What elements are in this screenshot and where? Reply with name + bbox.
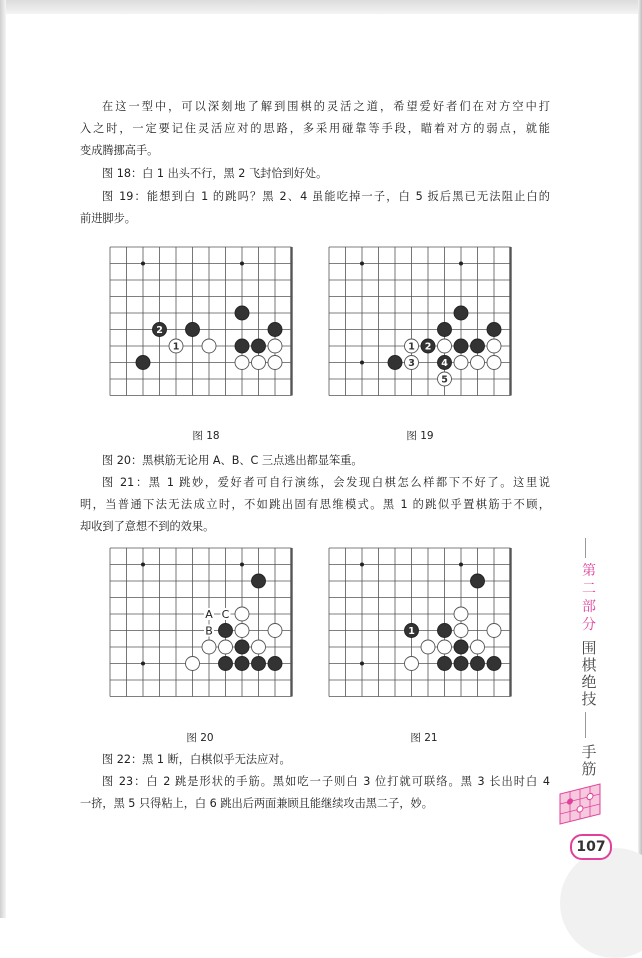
black-stone (219, 657, 233, 671)
sidebar-char: 技 (581, 690, 597, 708)
star-point (240, 262, 244, 266)
black-stone (268, 657, 282, 671)
text-line: 图 23：白 2 跳是形状的手筋。黑如吃一子则白 3 位打就可联络。黑 3 长出时白 4 (102, 775, 550, 788)
sidebar-divider-top (585, 538, 586, 558)
white-stone (252, 356, 266, 370)
figure-20-caption: 图 20 (186, 732, 214, 744)
white-stone (268, 339, 282, 353)
white-stone (235, 356, 249, 370)
black-stone (438, 657, 452, 671)
figure-21-caption: 图 21 (410, 732, 438, 744)
text-line: 变成腾挪高手。 (80, 144, 159, 157)
go-board-figure-19 (328, 246, 512, 397)
white-stone (202, 339, 216, 353)
sidebar-divider-middle (585, 712, 586, 738)
stone-number: 5 (441, 374, 448, 386)
white-stone (235, 624, 249, 638)
star-point (141, 262, 145, 266)
black-stone (186, 323, 200, 337)
point-label: C (221, 608, 230, 621)
sidebar-char: 部 (582, 599, 596, 615)
white-stone (454, 607, 468, 621)
text-line: 一挤，黑 5 只得粘上，白 6 跳出后两面兼顾且能继续攻击黑二子，妙。 (80, 797, 433, 810)
white-stone (252, 640, 266, 654)
stone-number: 2 (424, 341, 432, 353)
white-stone (487, 339, 501, 353)
sidebar-char: 二 (582, 581, 596, 597)
white-stone (186, 657, 200, 671)
black-stone (136, 356, 150, 370)
black-stone (252, 339, 266, 353)
page-edge-top (0, 0, 642, 14)
sidebar-part-label (578, 562, 600, 634)
black-stone (454, 640, 468, 654)
black-stone (252, 574, 266, 588)
sidebar-char: 棋 (581, 656, 597, 674)
black-stone (454, 306, 468, 320)
board-svg (109, 246, 293, 397)
page-number: 107 (570, 834, 612, 860)
paragraph-fig19 (80, 186, 550, 230)
white-stone (454, 624, 468, 638)
white-stone (421, 640, 435, 654)
sidebar-book-title (578, 640, 600, 708)
text-line: 图 20：黑棋筋无论用 A、B、C 三点逃出都显笨重。 (102, 454, 363, 467)
white-stone (454, 356, 468, 370)
white-stone (487, 356, 501, 370)
star-point (240, 563, 244, 567)
black-stone (235, 657, 249, 671)
text-line: 图 21：黑 1 跳妙，爱好者可自行演练，会发现白棋怎么样都下不好了。这里说 (102, 476, 550, 489)
point-label: A (205, 608, 213, 621)
black-stone (471, 339, 485, 353)
go-board-figure-21 (328, 547, 512, 698)
white-stone (202, 640, 216, 654)
white-stone (487, 624, 501, 638)
go-board-icon (552, 780, 612, 828)
black-stone (235, 306, 249, 320)
star-point (141, 662, 145, 666)
star-point (360, 262, 364, 266)
text-line: 明，当普通下法无法成立时，不如跳出固有思维模式。黑 1 的跳似乎置棋筋于不顾， (80, 498, 550, 511)
white-stone (438, 640, 452, 654)
paragraph-fig21 (80, 472, 550, 538)
white-stone (405, 657, 419, 671)
white-stone (438, 339, 452, 353)
page-edge-right (638, 0, 642, 918)
go-board-figure-18 (109, 246, 293, 397)
black-stone (235, 640, 249, 654)
board-svg (328, 246, 512, 397)
sidebar-char: 筋 (581, 760, 597, 778)
paragraph-fig23 (80, 771, 550, 815)
paragraph-fig18 (80, 163, 550, 185)
text-line: 却收到了意想不到的效果。 (80, 520, 215, 533)
white-stone (471, 356, 485, 370)
board-svg (109, 547, 293, 698)
black-stone (438, 323, 452, 337)
star-point (360, 662, 364, 666)
star-point (459, 262, 463, 266)
paragraph-fig20 (80, 450, 550, 472)
corner-decoration (560, 848, 642, 958)
sidebar-char: 第 (582, 563, 596, 579)
text-line: 图 22：黑 1 断，白棋似乎无法应对。 (102, 753, 291, 766)
sidebar-char: 分 (582, 617, 596, 633)
paragraph-intro (80, 96, 550, 162)
star-point (459, 563, 463, 567)
stone-number: 2 (156, 325, 163, 336)
black-stone (487, 323, 501, 337)
sidebar-char: 绝 (581, 673, 597, 691)
sidebar-char: 手 (581, 743, 597, 761)
paragraph-fig22 (80, 749, 550, 771)
figure-19-caption: 图 19 (406, 430, 434, 442)
star-point (141, 563, 145, 567)
white-stone (235, 607, 249, 621)
black-stone (219, 624, 233, 638)
black-stone (268, 323, 282, 337)
black-stone (471, 657, 485, 671)
point-label: B (205, 624, 213, 638)
text-line: 图 19：能想到白 1 的跳吗？黑 2、4 虽能吃掉一子，白 5 扳后黑已无法阻止白的 (102, 190, 550, 203)
go-board-figure-20 (109, 547, 293, 698)
sidebar-chapter-title (578, 744, 600, 778)
white-stone (471, 640, 485, 654)
star-point (360, 361, 364, 365)
sidebar-char: 围 (581, 639, 597, 657)
stone-number: 1 (408, 626, 415, 637)
figure-18-caption: 图 18 (192, 430, 220, 442)
text-line: 在这一型中，可以深刻地了解到围棋的灵活之道，希望爱好者们在对方空中打 (102, 100, 550, 113)
text-line: 前进脚步。 (80, 212, 136, 225)
white-stone (268, 624, 282, 638)
black-stone (454, 657, 468, 671)
white-stone (268, 356, 282, 370)
text-line: 入之时，一定要记住灵活应对的思路，多采用碰靠等手段，瞄着对方的弱点，就能 (80, 122, 550, 135)
black-stone (388, 356, 402, 370)
stone-number: 1 (172, 341, 180, 353)
black-stone (471, 574, 485, 588)
board-svg (328, 547, 512, 698)
black-stone (235, 339, 249, 353)
text-line: 图 18：白 1 出头不行，黑 2 飞封恰到好处。 (102, 167, 328, 180)
white-stone (219, 640, 233, 654)
stone-number: 3 (408, 358, 415, 369)
black-stone (454, 339, 468, 353)
stone-number: 4 (441, 358, 448, 369)
star-point (360, 563, 364, 567)
black-stone (487, 657, 501, 671)
black-stone (438, 624, 452, 638)
stone-number: 1 (408, 341, 415, 353)
black-stone (252, 657, 266, 671)
page-edge-left (0, 0, 6, 918)
